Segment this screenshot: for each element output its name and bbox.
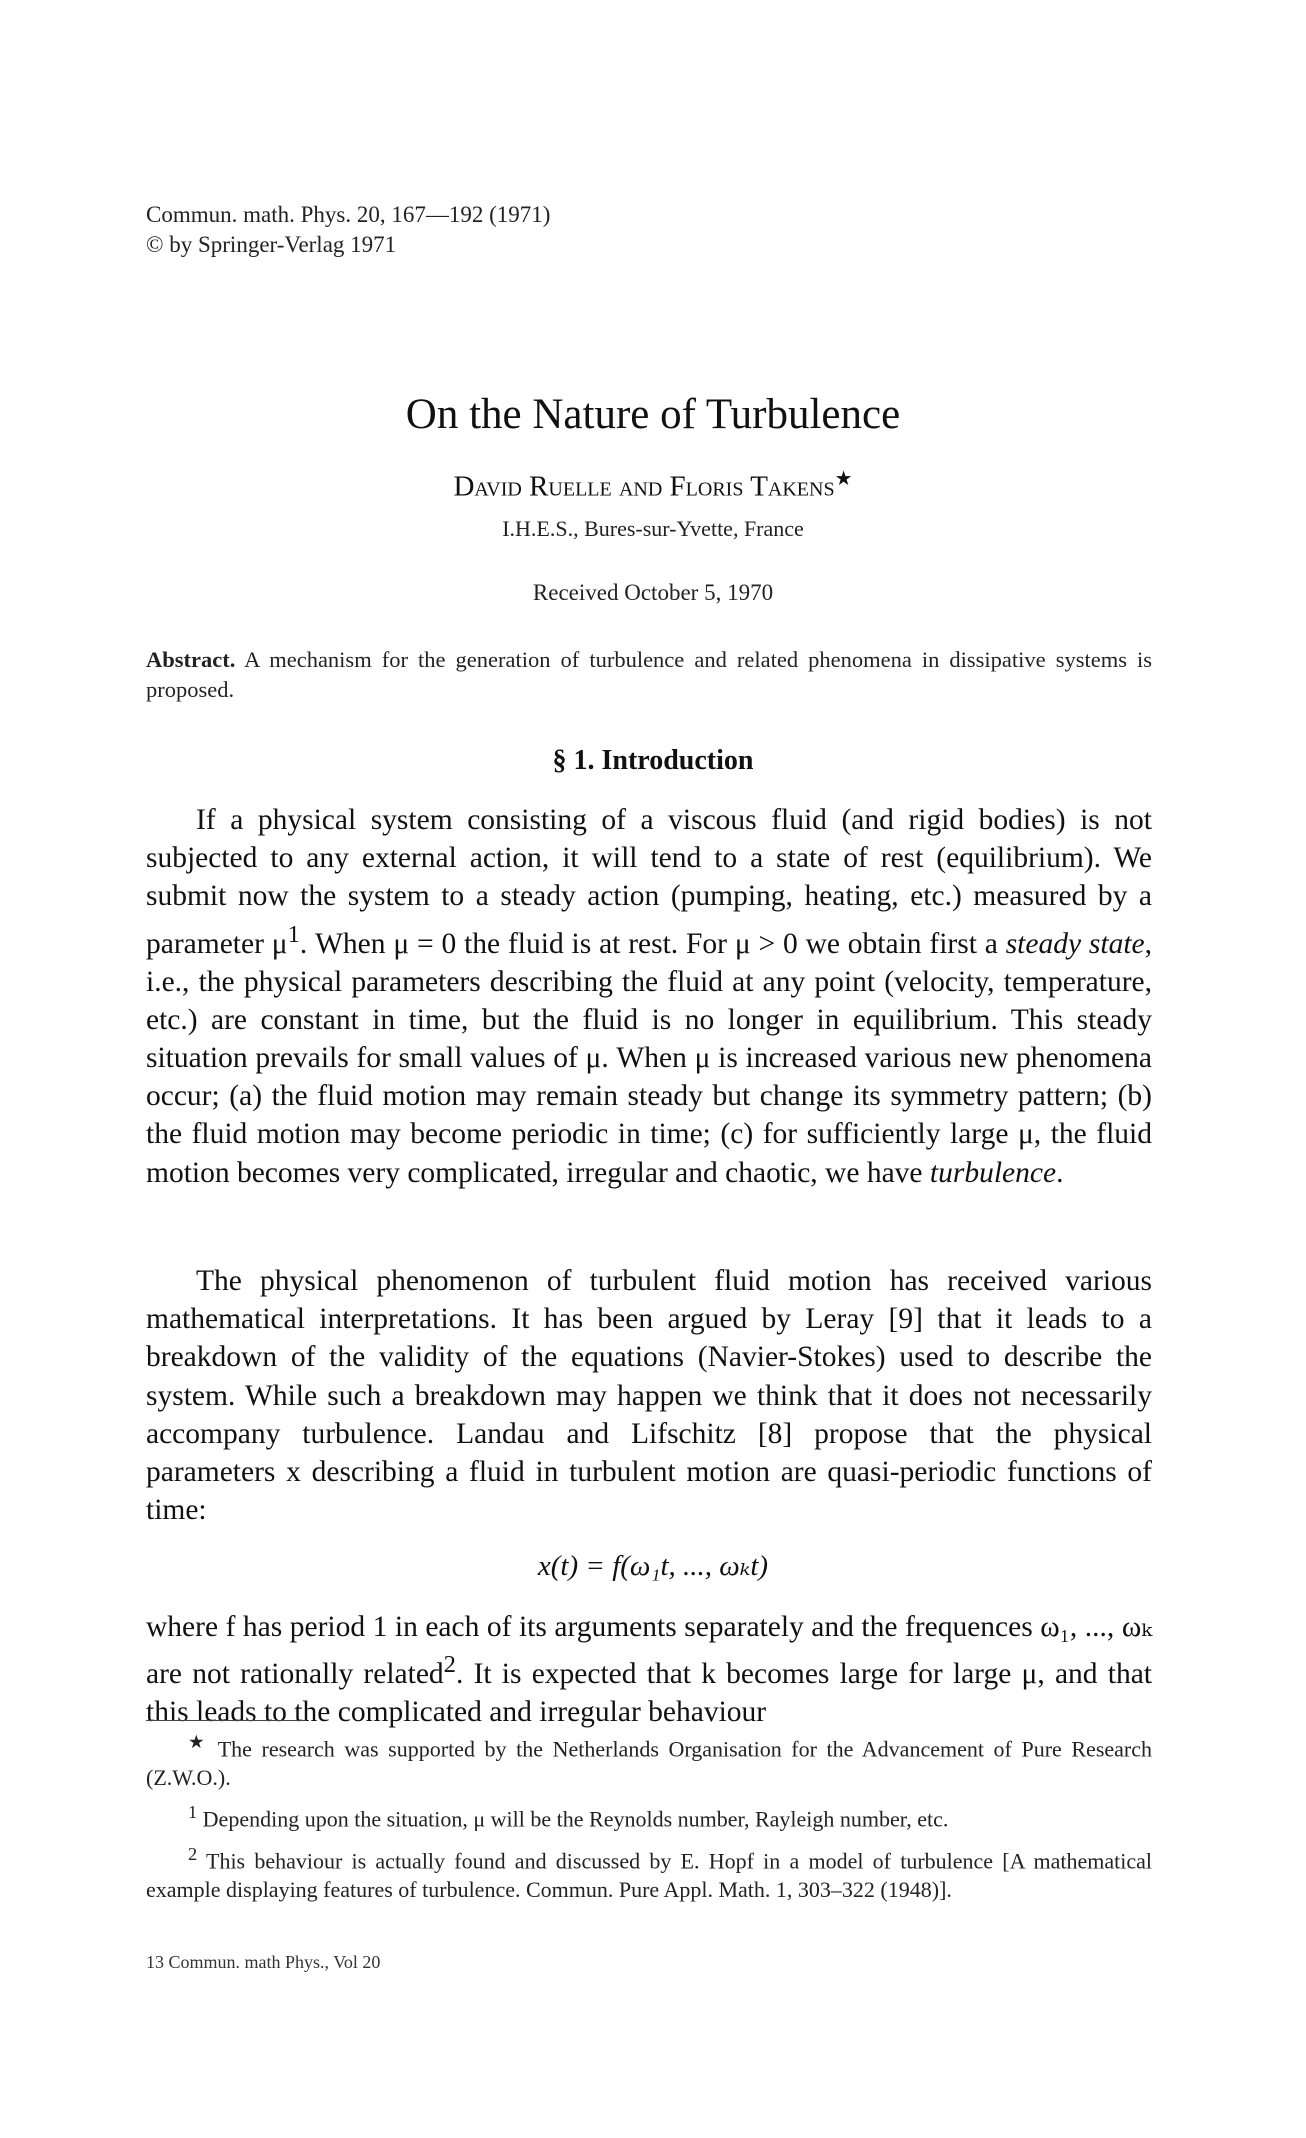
footnote-mark: 2 — [188, 1843, 198, 1864]
author-footnote-mark: ★ — [834, 468, 853, 490]
paragraph-text: . When μ = 0 the fluid is at rest. For μ > 0 we obtain first a — [299, 927, 1006, 960]
emphasis-text: steady state — [1005, 927, 1145, 960]
copyright-line: © by Springer-Verlag 1971 — [146, 232, 397, 257]
paragraph-text: . — [1056, 1156, 1064, 1189]
abstract-text: A mechanism for the generation of turbulence and related phenomena in dissipative systems is proposed. — [146, 647, 1152, 702]
footnote-text: Depending upon the situation, μ will be the Reynolds number, Rayleigh number, etc. — [202, 1806, 949, 1832]
abstract-label: Abstract. — [146, 647, 236, 672]
footnote-text: The research was supported by the Netherlands Organisation for the Advancement of Pure Research (Z.W.O.). — [146, 1736, 1152, 1791]
affiliation: I.H.E.S., Bures-sur-Yvette, France — [502, 516, 804, 541]
paragraph-2: The physical phenomenon of turbulent fluid motion has received various mathematical interpretations. It has been argued by Leray [9] that it leads to a breakdown of the validity of the equations (Navier-Stokes) used to describe the system. While such a breakdown may happen we think that it does not necessarily accompany turbulence. Landau and Lifschitz [8] propose that the physical parameters x describing a fluid in turbulent motion are quasi-periodic functions of time: — [146, 1265, 1152, 1527]
page-footer: 13 Commun. math Phys., Vol 20 — [146, 1952, 381, 1972]
footnote — [146, 1798, 1152, 1833]
footnote — [146, 1728, 1152, 1792]
footnote-mark: ★ — [188, 1732, 209, 1752]
equation: x(t) = f(ω₁t, ..., ωₖt) — [537, 1550, 769, 1582]
paragraph-text: , i.e., the physical parameters describing the fluid at any point (velocity, temperature, etc.) are constant in time, but the fluid is no longer in equilibrium. This steady situation prevails for small values of μ. When μ is increased various new phenomena occur; (a) the fluid motion may remain steady but change its symmetry pattern; (b) the fluid motion may become periodic in time; (c) for sufficiently large μ, the fluid motion becomes very complicated, irregular and chaotic, we have — [146, 927, 1152, 1189]
footnote — [146, 1840, 1152, 1904]
paragraph-3 — [146, 1608, 1152, 1731]
authors: David Ruelle and Floris Takens — [453, 470, 835, 503]
journal-line: Commun. math. Phys. 20, 167—192 (1971) — [146, 202, 551, 227]
footnotes — [146, 1728, 1152, 1910]
footnote-text: This behaviour is actually found and discussed by E. Hopf in a model of turbulence [A mathematical example displaying features of turbulence. Commun. Pure Appl. Math. 1, 303–322 (1948)]. — [146, 1847, 1152, 1902]
author-line — [0, 466, 1306, 504]
paragraph-1 — [146, 801, 1152, 1192]
paragraph-text: If a physical system consisting of a viscous fluid (and rigid bodies) is not subjected to any external action, it will tend to a state of rest (equilibrium). We submit now the system to a steady action (pumping, heating, etc.) measured by a parameter μ — [146, 804, 1152, 960]
paragraph-text: . It is expected that k becomes large for large μ, and that this leads to the complicated and irregular behaviour — [146, 1658, 1152, 1729]
emphasis-text: turbulence — [929, 1156, 1057, 1189]
paragraph-text: where f has period 1 in each of its arguments separately and the frequences ω₁, ..., ωₖ are not rationally related — [146, 1611, 1152, 1691]
journal-citation — [146, 200, 550, 260]
section-heading: § 1. Introduction — [552, 745, 754, 776]
paper-title: On the Nature of Turbulence — [405, 391, 901, 438]
footnote-ref: 2 — [443, 1651, 456, 1679]
footnote-ref: 1 — [287, 920, 300, 948]
footnote-divider — [146, 1720, 306, 1721]
footnote-mark: 1 — [188, 1802, 198, 1823]
abstract — [146, 645, 1152, 705]
received-date: Received October 5, 1970 — [532, 580, 774, 605]
